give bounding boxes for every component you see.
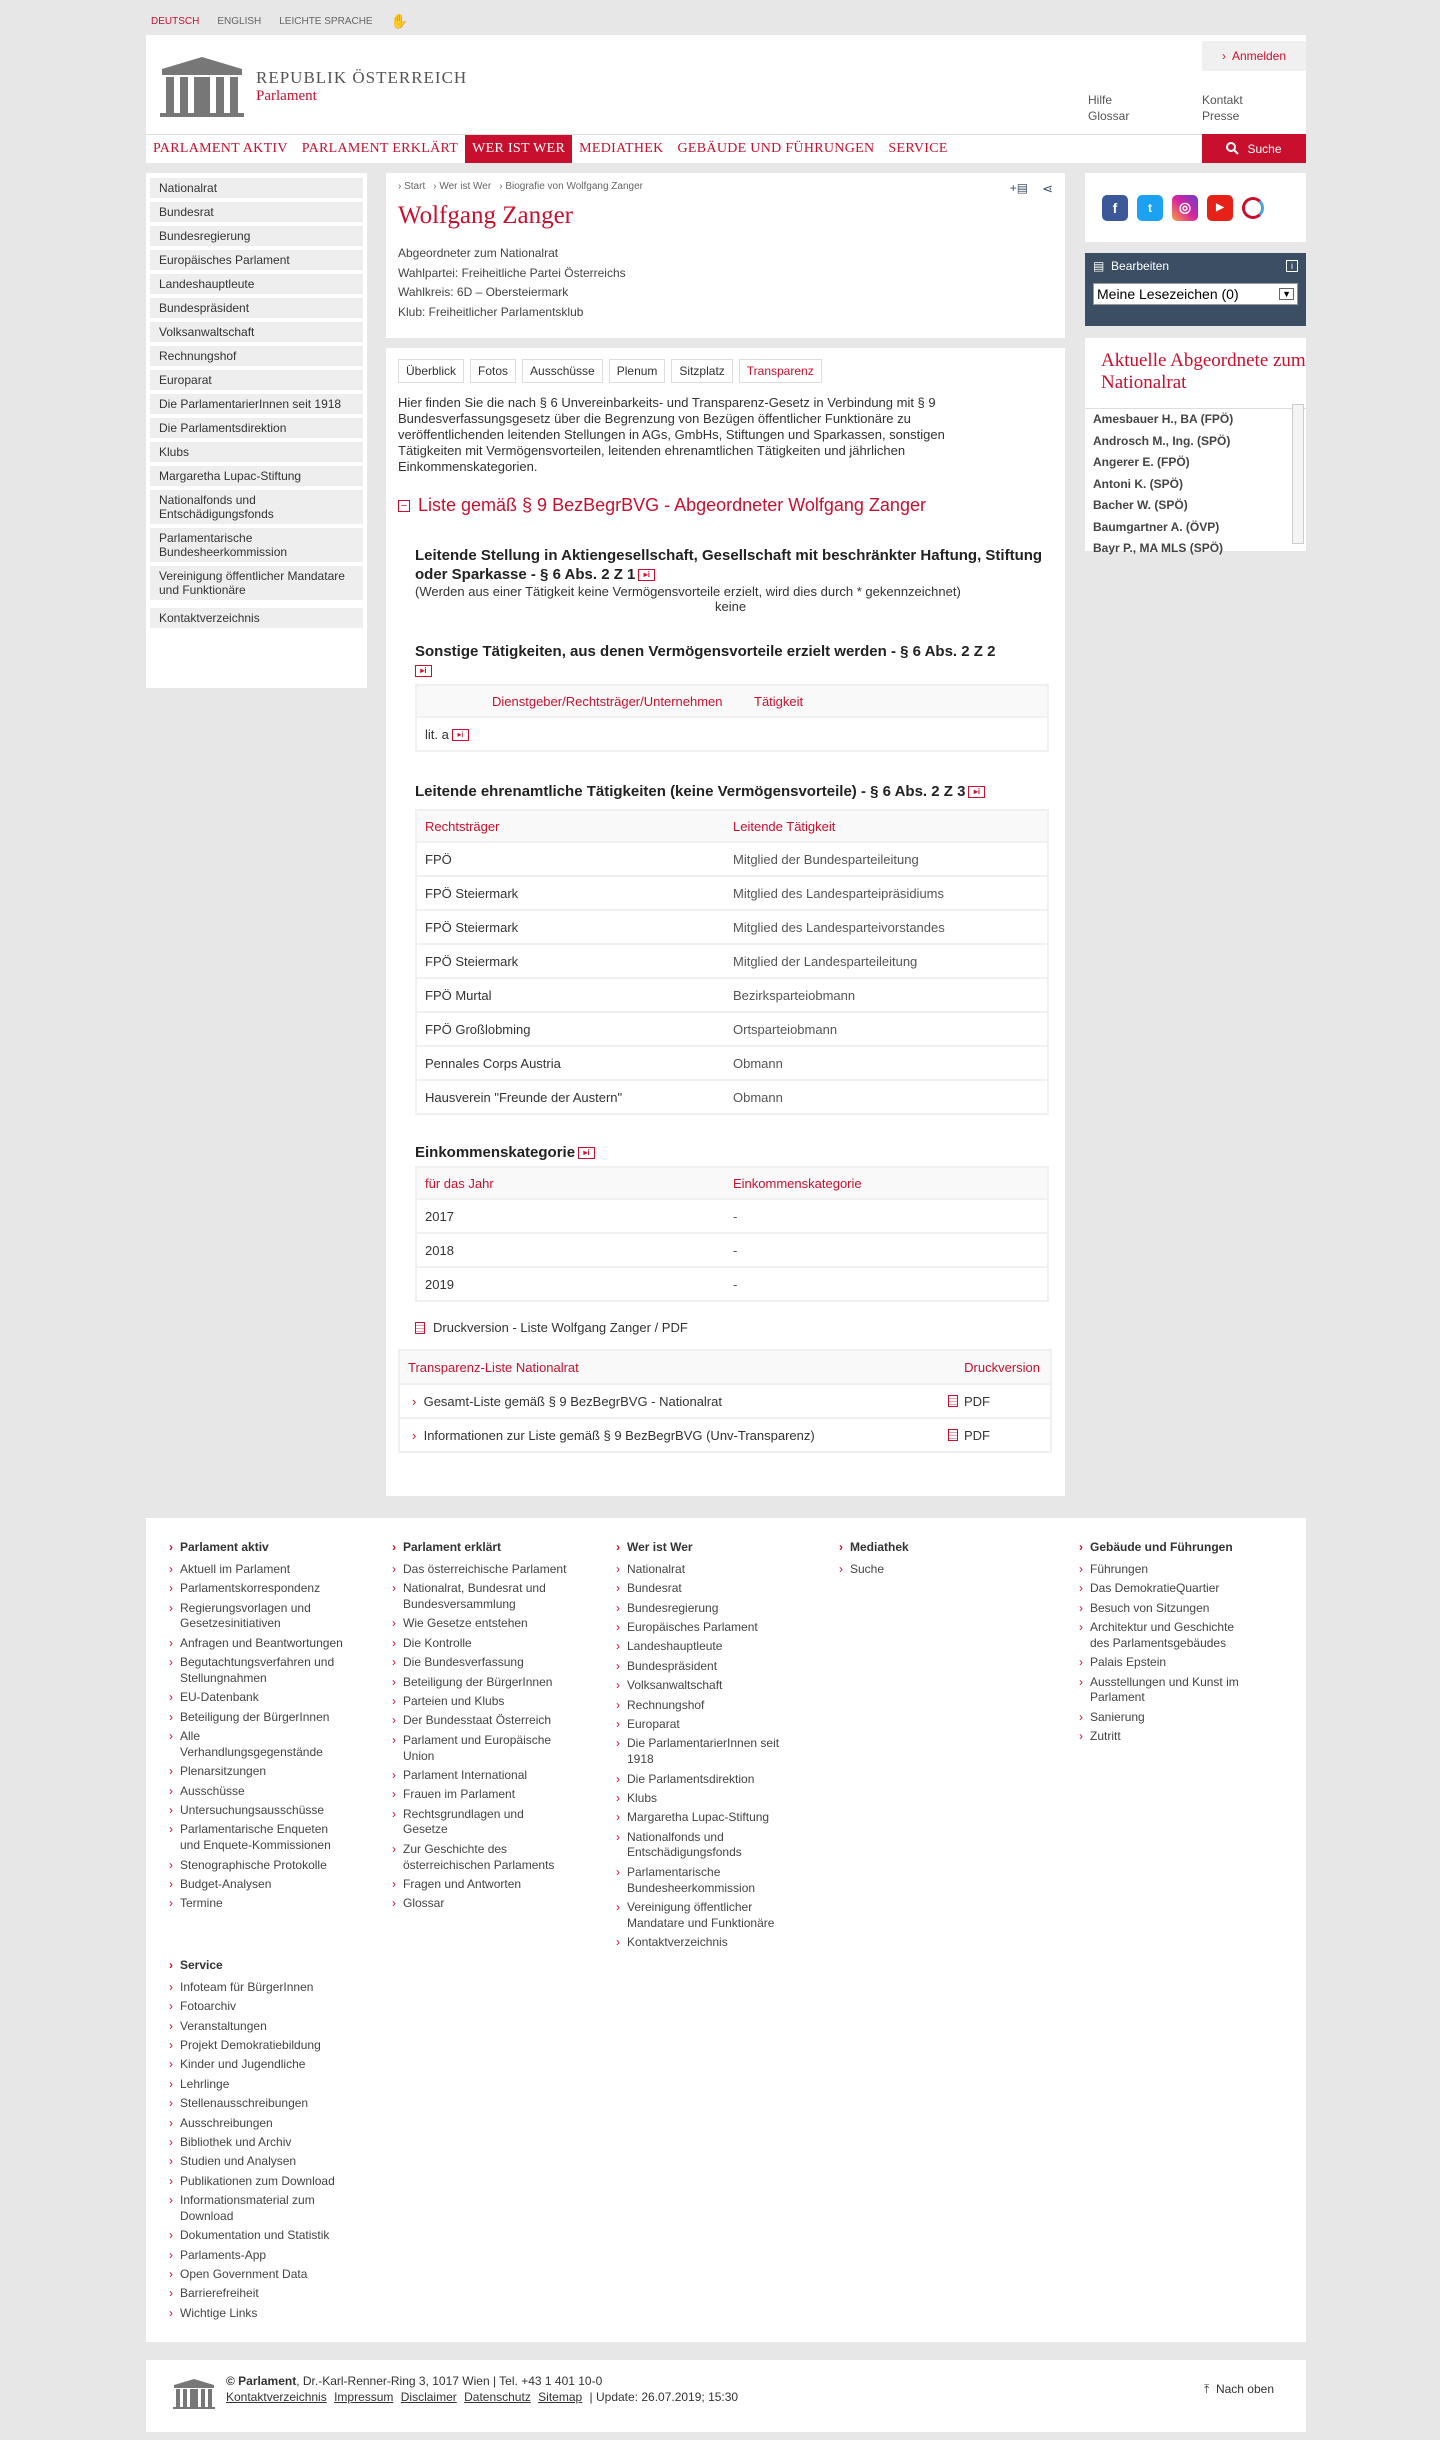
footer-link[interactable]: › Frauen im Parlament [389,1787,569,1803]
footer-link[interactable]: › Palais Epstein [1076,1655,1256,1671]
link-label: Informationen zur Liste gemäß § 9 BezBegrBVG (Unv-Transparenz) [423,1427,815,1443]
edit-label: Bearbeiten [1111,259,1170,273]
table-cell: 2018 [425,1242,454,1258]
nav-parlament-aktiv[interactable]: PARLAMENT AKTIV [153,141,288,156]
update-info: | Update: 26.07.2019; 15:30 [589,2390,739,2404]
address: , Dr.-Karl-Renner-Ring 3, 1017 Wien | Tel. +43 1 401 10-0 [296,2374,603,2388]
footer-link[interactable]: › Wichtige Links [166,2306,366,2322]
footer-link[interactable]: › Rechnungshof [613,1698,793,1714]
bio-info [398,244,1053,322]
sidebar-item[interactable]: Nationalrat [150,178,363,198]
chevron-right-icon: › [1221,49,1226,63]
share-icon[interactable]: ⋖ [1042,181,1053,196]
footer-link[interactable]: › Architektur und Geschichte des Parlamentsgebäudes [1076,1620,1256,1652]
table-cell: Mitglied der Landesparteileitung [733,953,918,969]
table-cell: Obmann [733,1089,783,1105]
footer-link[interactable]: › Die Parlamentsdirektion [613,1772,793,1788]
sidebar-item[interactable]: Die Parlamentsdirektion [150,418,363,438]
footer-link[interactable]: › Suche [836,1562,1016,1578]
chevron-right-icon: › [412,1427,417,1443]
contact-link[interactable]: Kontakt [1202,93,1243,107]
pdf-download-link[interactable] [948,1428,990,1443]
table-cell: Pennales Corps Austria [425,1055,561,1071]
other-activities-table [415,684,1049,752]
table-row [417,716,1047,750]
table-cell: Ortsparteiobmann [733,1021,838,1037]
sidebar-item[interactable]: Europäisches Parlament [150,250,363,270]
lang-easy-link[interactable]: LEICHTE SPRACHE [279,15,373,27]
footer-link[interactable]: Impressum [334,2390,394,2404]
table-row [417,1011,1047,1045]
bio-party: Wahlpartei: Freiheitliche Partei Österreichs [398,265,626,280]
scrollbar[interactable] [1292,404,1304,544]
sidebar-item[interactable]: Margaretha Lupac-Stiftung [150,466,363,486]
bio-constituency: Wahlkreis: 6D – Obersteiermark [398,285,569,299]
table-cell: FPÖ Steiermark [425,953,519,969]
footer-link[interactable]: › Führungen [1076,1562,1256,1578]
table-cell: Obmann [733,1055,783,1071]
footer-link[interactable]: › Budget-Analysen [166,1877,346,1893]
footer-link[interactable]: › Begutachtungsverfahren und Stellungnahmen [166,1655,346,1687]
left-sidebar [146,173,367,688]
tab-plenum[interactable]: Plenum [609,359,666,383]
dropdown-arrow-icon: ▼ [1279,288,1294,300]
footer-link[interactable]: › Rechtsgrundlagen und Gesetze [389,1807,569,1839]
breadcrumb-label: Start [404,181,426,192]
table-row [417,1045,1047,1079]
footer-link[interactable]: › Infoteam für BürgerInnen [166,1980,366,1996]
footer-link[interactable]: › EU-Datenbank [166,1690,346,1706]
footer-link[interactable]: › Klubs [613,1791,793,1807]
footer-link[interactable]: › Der Bundesstaat Österreich [389,1713,569,1729]
footer-link[interactable]: › Bundespräsident [613,1659,793,1675]
table-cell: - [733,1208,738,1224]
footer-link[interactable]: › Ausstellungen und Kunst im Parlament [1076,1675,1256,1707]
footer-column-title[interactable]: › Parlament aktiv [166,1540,346,1556]
tab-fotos[interactable]: Fotos [470,359,516,383]
footer-column-title[interactable]: › Wer ist Wer [613,1540,793,1556]
breadcrumb-label: Biografie von Wolfgang Zanger [505,181,643,192]
bio-club: Klub: Freiheitlicher Parlamentsklub [398,304,584,319]
sidebar-item[interactable]: Die ParlamentarierInnen seit 1918 [150,394,363,414]
list-item[interactable]: Bayr P., MA MLS (SPÖ) [1093,541,1224,555]
footer-link[interactable]: › Nationalrat [613,1562,793,1578]
list-item[interactable]: Antoni K. (SPÖ) [1093,476,1183,491]
footer-link[interactable]: › Dokumentation und Statistik [166,2228,366,2244]
footer-link[interactable]: › Die Bundesverfassung [389,1655,569,1671]
section-other-activities [415,642,1053,752]
imprint-text [226,2373,738,2405]
section-honorary-activities [415,782,1053,1115]
list-item[interactable]: Amesbauer H., BA (FPÖ) [1093,412,1234,426]
social-media-bar [1085,173,1306,242]
table-cell: - [733,1276,738,1292]
bookmark-icon: ▤ [1093,259,1105,273]
search-label: Suche [1247,141,1282,156]
footer-link[interactable]: › Parlaments-App [166,2248,366,2264]
intro-text: Hier finden Sie die nach § 6 Unvereinbarkeits- und Transparenz-Gesetz in Verbindung mit § 9 Bundesverfassungsgesetz über die Begrenzung von Bezügen öffentlicher Funktionäre zu veröffentlichenden leitenden Stellungen in AGs, GmbHs, Stiftungen und Sparkassen, sonstigen Tätigkeiten mit Vermögensvorteilen, leitenden ehrenamtlichen Tätigkeiten und jährlichen Einkommenskategorien. [398,395,945,474]
footer-link[interactable]: › Parlament International [389,1768,569,1784]
footer-link[interactable]: › Parteien und Klubs [389,1694,569,1710]
info-icon[interactable]: ▸i [415,665,432,677]
table-cell: FPÖ Steiermark [425,919,519,935]
footer-link[interactable]: › Fragen und Antworten [389,1877,569,1893]
footer-link[interactable]: › Vereinigung öffentlicher Mandatare und Funktionäre [613,1900,793,1932]
footer-link[interactable]: › Parlamentskorrespondenz [166,1581,346,1597]
glossary-link[interactable]: Glossar [1088,109,1130,123]
login-button[interactable] [1202,41,1306,71]
footer-col-mediathek [836,1540,1016,1581]
footer-column-title[interactable]: › Mediathek [836,1540,1016,1556]
footer-link[interactable]: › Sanierung [1076,1710,1256,1726]
info-icon[interactable]: ▸i [578,1147,595,1159]
footer-link[interactable]: › Das DemokratieQuartier [1076,1581,1256,1597]
pdf-download-link[interactable] [948,1394,990,1409]
bookmark-panel-header [1093,259,1298,273]
footer-link[interactable]: › Beteiligung der BürgerInnen [389,1675,569,1691]
back-to-top-link[interactable] [1204,2382,1274,2397]
pdf-label: PDF [964,1393,990,1409]
back-to-top-label: Nach oben [1215,2382,1274,2396]
footer-link[interactable]: › Nationalfonds und Entschädigungsfonds [613,1830,793,1862]
list-item[interactable]: Baumgartner A. (ÖVP) [1093,519,1220,534]
logo[interactable] [158,55,467,117]
footer-link[interactable]: › Die Kontrolle [389,1636,569,1652]
table-cell: FPÖ Großlobming [425,1021,531,1037]
press-link[interactable]: Presse [1202,109,1240,123]
footer-col-gebaeude [1076,1540,1256,1749]
footer-link[interactable]: › Besuch von Sitzungen [1076,1601,1256,1617]
footer-link[interactable]: › Wie Gesetze entstehen [389,1616,569,1632]
sidebar-item[interactable]: Parlamentarische Bundesheerkommission [150,528,363,562]
print-version-label: Druckversion - Liste Wolfgang Zanger / PDF [433,1320,688,1335]
pdf-label: PDF [964,1427,990,1443]
footer-link[interactable]: › Zutritt [1076,1729,1256,1745]
lang-german-link[interactable]: DEUTSCH [151,15,200,27]
honorary-activities-table [415,809,1049,1115]
income-table [415,1166,1049,1302]
table-cell: FPÖ Steiermark [425,885,519,901]
footer-link[interactable]: › Bibliothek und Archiv [166,2135,366,2151]
nav-parlament-erklaert[interactable]: PARLAMENT ERKLÄRT [301,141,459,156]
bookmark-add-icon[interactable]: +▤ [1009,181,1029,195]
column-header: für das Jahr [425,1175,494,1191]
section-empty-value: keine [715,599,747,614]
info-icon[interactable]: ▸i [968,786,985,798]
bookmark-select[interactable] [1093,283,1298,305]
bookmark-panel [1085,253,1306,326]
footer-col-wer-ist-wer [613,1540,793,1955]
footer-link[interactable]: › Anfragen und Beantwortungen [166,1636,346,1652]
collapse-icon[interactable]: − [398,500,410,512]
tab-bar [398,359,1053,383]
section-title-text: Leitende Stellung in Aktiengesellschaft, Gesellschaft mit beschränkter Haftung, Stiftung oder Sparkasse - § 6 Abs. 2 Z 1 [415,547,1043,583]
footer-link[interactable]: › Volksanwaltschaft [613,1678,793,1694]
site-footer [146,1518,1306,2342]
section-leading-positions [415,546,1053,614]
footer-column-title[interactable]: › Parlament erklärt [389,1540,569,1556]
brand-subtitle: Parlament [256,87,317,104]
brand-title: REPUBLIK ÖSTERREICH [256,67,468,87]
footer-link[interactable]: › Plenarsitzungen [166,1764,346,1780]
current-members-box [1085,338,1306,555]
footer-link[interactable]: Sitemap [538,2390,583,2404]
breadcrumb-label: Wer ist Wer [439,181,492,192]
sidebar-item[interactable]: Klubs [150,442,363,462]
sign-language-icon[interactable]: ✋ [390,12,409,29]
info-icon[interactable]: ▸i [638,569,655,581]
contact-links [1202,92,1243,124]
list-item[interactable]: Bacher W. (SPÖ) [1093,498,1188,512]
table-row [417,909,1047,943]
pdf-icon [948,1429,958,1441]
current-members-list [1085,408,1306,555]
table-row [400,1383,1050,1417]
section-title [415,1143,1053,1162]
language-bar [151,12,408,30]
table-cell: 2019 [425,1276,454,1292]
footer-link[interactable]: › Untersuchungsausschüsse [166,1803,346,1819]
sidebar-item[interactable]: Bundesregierung [150,226,363,246]
print-version-link[interactable] [415,1320,1053,1335]
breadcrumb-item[interactable]: › Wer ist Wer [433,181,492,192]
nav-mediathek[interactable]: MEDIATHEK [579,141,664,156]
column-header: Einkommenskategorie [733,1175,862,1191]
column-header: Transparenz-Liste Nationalrat [408,1359,579,1375]
footer-link[interactable]: › Nationalrat, Bundesrat und Bundesversammlung [389,1581,569,1613]
login-label: Anmelden [1231,49,1287,63]
main-navigation [146,134,1306,163]
table-header [417,686,1047,716]
section-note: (Werden aus einer Tätigkeit keine Vermögensvorteile erzielt, wird dies durch * gekennzeichnet) [415,584,961,599]
footer-column-title[interactable]: › Service [166,1958,366,1974]
footer-link[interactable]: › Regierungsvorlagen und Gesetzesinitiativen [166,1601,346,1633]
sidebar-item[interactable]: Kontaktverzeichnis [150,608,363,628]
footer-link[interactable]: › Aktuell im Parlament [166,1562,346,1578]
help-links [1088,92,1129,124]
lang-english-link[interactable]: ENGLISH [217,15,262,27]
table-header [417,811,1047,841]
table-row [417,875,1047,909]
footer-link[interactable]: › Veranstaltungen [166,2019,366,2035]
section-title-text: Leitende ehrenamtliche Tätigkeiten (keine Vermögensvorteile) - § 6 Abs. 2 Z 3 [415,783,966,800]
footer-link[interactable]: › Landeshauptleute [613,1639,793,1655]
table-cell-text: lit. a [425,726,449,742]
footer-link[interactable]: Disclaimer [400,2390,457,2404]
table-cell: 2017 [425,1208,454,1224]
footer-col-parlament-erklaert [389,1540,569,1916]
column-header: Leitende Tätigkeit [733,818,836,834]
footer-link[interactable]: › Parlamentarische Bundesheerkommission [613,1865,793,1897]
nav-wer-ist-wer[interactable]: WER IST WER [465,135,572,163]
footer-link[interactable]: › Kinder und Jugendliche [166,2057,366,2073]
footer-link[interactable]: › Ausschüsse [166,1784,346,1800]
bio-function: Abgeordneter zum Nationalrat [398,246,559,260]
table-cell: Mitglied des Landesparteipräsidiums [733,885,945,901]
pdf-icon [948,1395,958,1407]
sidebar-item[interactable]: Vereinigung öffentlicher Mandatare und Funktionäre [150,566,363,600]
current-members-title: Aktuelle Abgeordnete zum Nationalrat [1101,350,1306,393]
sidebar-item[interactable]: Europarat [150,370,363,390]
footer-link[interactable]: › Bundesrat [613,1581,793,1597]
footer-link[interactable]: › Das österreichische Parlament [389,1562,569,1578]
list-heading-label: Liste gemäß § 9 BezBegrBVG - Abgeordneter Wolfgang Zanger [418,495,926,515]
site-header [146,35,1306,163]
section-title-text: Sonstige Tätigkeiten, aus denen Vermögensvorteile erzielt werden - § 6 Abs. 2 Z 2 [415,643,996,660]
transparency-info-link[interactable] [412,1428,815,1443]
footer-link[interactable]: › Ausschreibungen [166,2116,366,2132]
column-header: Druckversion [964,1359,1040,1375]
footer-link[interactable]: › Margaretha Lupac-Stiftung [613,1810,793,1826]
table-header [400,1351,1050,1383]
sidebar-item[interactable]: Landeshauptleute [150,274,363,294]
parliament-app-icon[interactable] [1242,197,1264,219]
table-cell: - [733,1242,738,1258]
search-icon [1226,142,1239,155]
list-item[interactable]: Angerer E. (FPÖ) [1093,455,1190,469]
footer-column-title[interactable]: › Gebäude und Führungen [1076,1540,1256,1556]
sidebar-item[interactable]: Nationalfonds und Entschädigungsfonds [150,490,363,524]
copyright-brand: © Parlament [226,2374,297,2388]
instagram-icon[interactable]: ◎ [1172,195,1198,221]
section-title [415,642,1053,680]
tab-sitzplatz[interactable]: Sitzplatz [671,359,732,383]
pdf-icon [415,1322,425,1334]
section-title [415,782,1053,801]
table-cell: FPÖ Murtal [425,987,492,1003]
table-row [417,1232,1047,1266]
sidebar-item[interactable]: Volksanwaltschaft [150,322,363,342]
info-icon[interactable]: i [1286,260,1298,272]
section-income-category [415,1143,1053,1302]
footer-col-parlament-aktiv [166,1540,346,1916]
footer-link[interactable]: › Publikationen zum Download [166,2174,366,2190]
list-item[interactable]: Androsch M., Ing. (SPÖ) [1093,433,1231,448]
footer-link[interactable]: › Zur Geschichte des österreichischen Parlaments [389,1842,569,1874]
help-link[interactable]: Hilfe [1088,93,1113,107]
table-cell [417,727,733,742]
bottom-links [226,2389,738,2405]
nav-service[interactable]: SERVICE [888,141,948,156]
tab-transparenz[interactable]: Transparenz [739,359,822,383]
parliament-logo-icon [158,55,246,117]
bottom-bar [146,2360,1306,2432]
twitter-icon[interactable]: t [1137,195,1163,221]
sidebar-item[interactable]: Bundespräsident [150,298,363,318]
footer-link[interactable]: › Europarat [613,1717,793,1733]
page-title: Wolfgang Zanger [398,202,573,229]
footer-link[interactable]: › Fotoarchiv [166,1999,366,2015]
footer-link[interactable]: › Die ParlamentarierInnen seit 1918 [613,1736,793,1768]
footer-link[interactable]: › Parlament und Europäische Union [389,1733,569,1765]
footer-link[interactable]: › Open Government Data [166,2267,366,2283]
youtube-icon[interactable]: ▶ [1207,195,1233,221]
nav-gebaeude-fuehrungen[interactable]: GEBÄUDE UND FÜHRUNGEN [677,141,875,156]
main-content [386,348,1065,1496]
table-row [400,1417,1050,1451]
breadcrumb-item[interactable]: › Biografie von Wolfgang Zanger [499,181,643,192]
footer-link[interactable]: › Parlamentarische Enqueten und Enquete-Kommissionen [166,1822,346,1854]
facebook-icon[interactable]: f [1102,195,1128,221]
table-row [417,1266,1047,1300]
footer-link[interactable]: › Stellenausschreibungen [166,2096,366,2112]
column-header: Rechtsträger [425,818,500,834]
table-header [417,1168,1047,1198]
search-button[interactable] [1202,134,1306,163]
footer-link[interactable]: › Lehrlinge [166,2077,366,2093]
table-cell: Bezirksparteiobmann [733,987,856,1003]
link-label: Gesamt-Liste gemäß § 9 BezBegrBVG - Nationalrat [423,1393,722,1409]
transparency-list-link[interactable] [412,1394,722,1409]
table-row [417,841,1047,875]
footer-col-service [166,1958,366,2325]
footer-link[interactable]: › Bundesregierung [613,1601,793,1617]
footer-link[interactable]: › Beteiligung der BürgerInnen [166,1710,346,1726]
table-cell: Mitglied der Bundesparteileitung [733,851,919,867]
footer-link[interactable]: › Informationsmaterial zum Download [166,2193,366,2225]
table-cell: Mitglied des Landesparteivorstandes [733,919,945,935]
sidebar-item[interactable]: Rechnungshof [150,346,363,366]
column-header: Tätigkeit [754,693,804,709]
table-cell: Hausverein "Freunde der Austern" [425,1089,623,1105]
footer-link[interactable]: › Studien und Analysen [166,2154,366,2170]
info-icon[interactable]: ▸i [452,729,469,741]
tab-ausschuesse[interactable]: Ausschüsse [522,359,603,383]
table-cell: FPÖ [425,851,452,867]
arrow-up-icon: ⤒ [1203,2382,1210,2396]
column-header: Dienstgeber/Rechtsträger/Unternehmen [492,693,723,709]
table-row [417,1079,1047,1113]
footer-link[interactable]: › Projekt Demokratiebildung [166,2038,366,2054]
bio-actions [1010,181,1053,197]
list-heading[interactable] [398,495,1053,516]
footer-link[interactable]: Kontaktverzeichnis [226,2390,327,2404]
table-row [417,943,1047,977]
footer-link[interactable]: Datenschutz [464,2390,531,2404]
footer-link[interactable]: › Alle Verhandlungsgegenstände [166,1729,346,1761]
chevron-right-icon: › [412,1393,417,1409]
sidebar-item[interactable]: Bundesrat [150,202,363,222]
tab-ueberblick[interactable]: Überblick [398,359,464,383]
edit-bookmarks-button[interactable] [1093,259,1169,273]
section-title [415,546,1053,584]
footer-link[interactable]: › Europäisches Parlament [613,1620,793,1636]
bookmark-select-value: Meine Lesezeichen (0) [1097,286,1239,302]
footer-link[interactable]: › Stenographische Protokolle [166,1858,346,1874]
section-title-text: Einkommenskategorie [415,1144,576,1161]
footer-link[interactable]: › Kontaktverzeichnis [613,1935,793,1951]
transparency-list-table [398,1349,1052,1453]
footer-link[interactable]: › Termine [166,1896,346,1912]
breadcrumb [398,181,1053,192]
footer-link[interactable]: › Barrierefreiheit [166,2286,366,2302]
table-row [417,1198,1047,1232]
biography-box [386,173,1065,338]
parliament-logo-icon [172,2378,216,2409]
table-row [417,977,1047,1011]
breadcrumb-item[interactable]: › Start [398,181,426,192]
footer-link[interactable]: › Glossar [389,1896,569,1912]
